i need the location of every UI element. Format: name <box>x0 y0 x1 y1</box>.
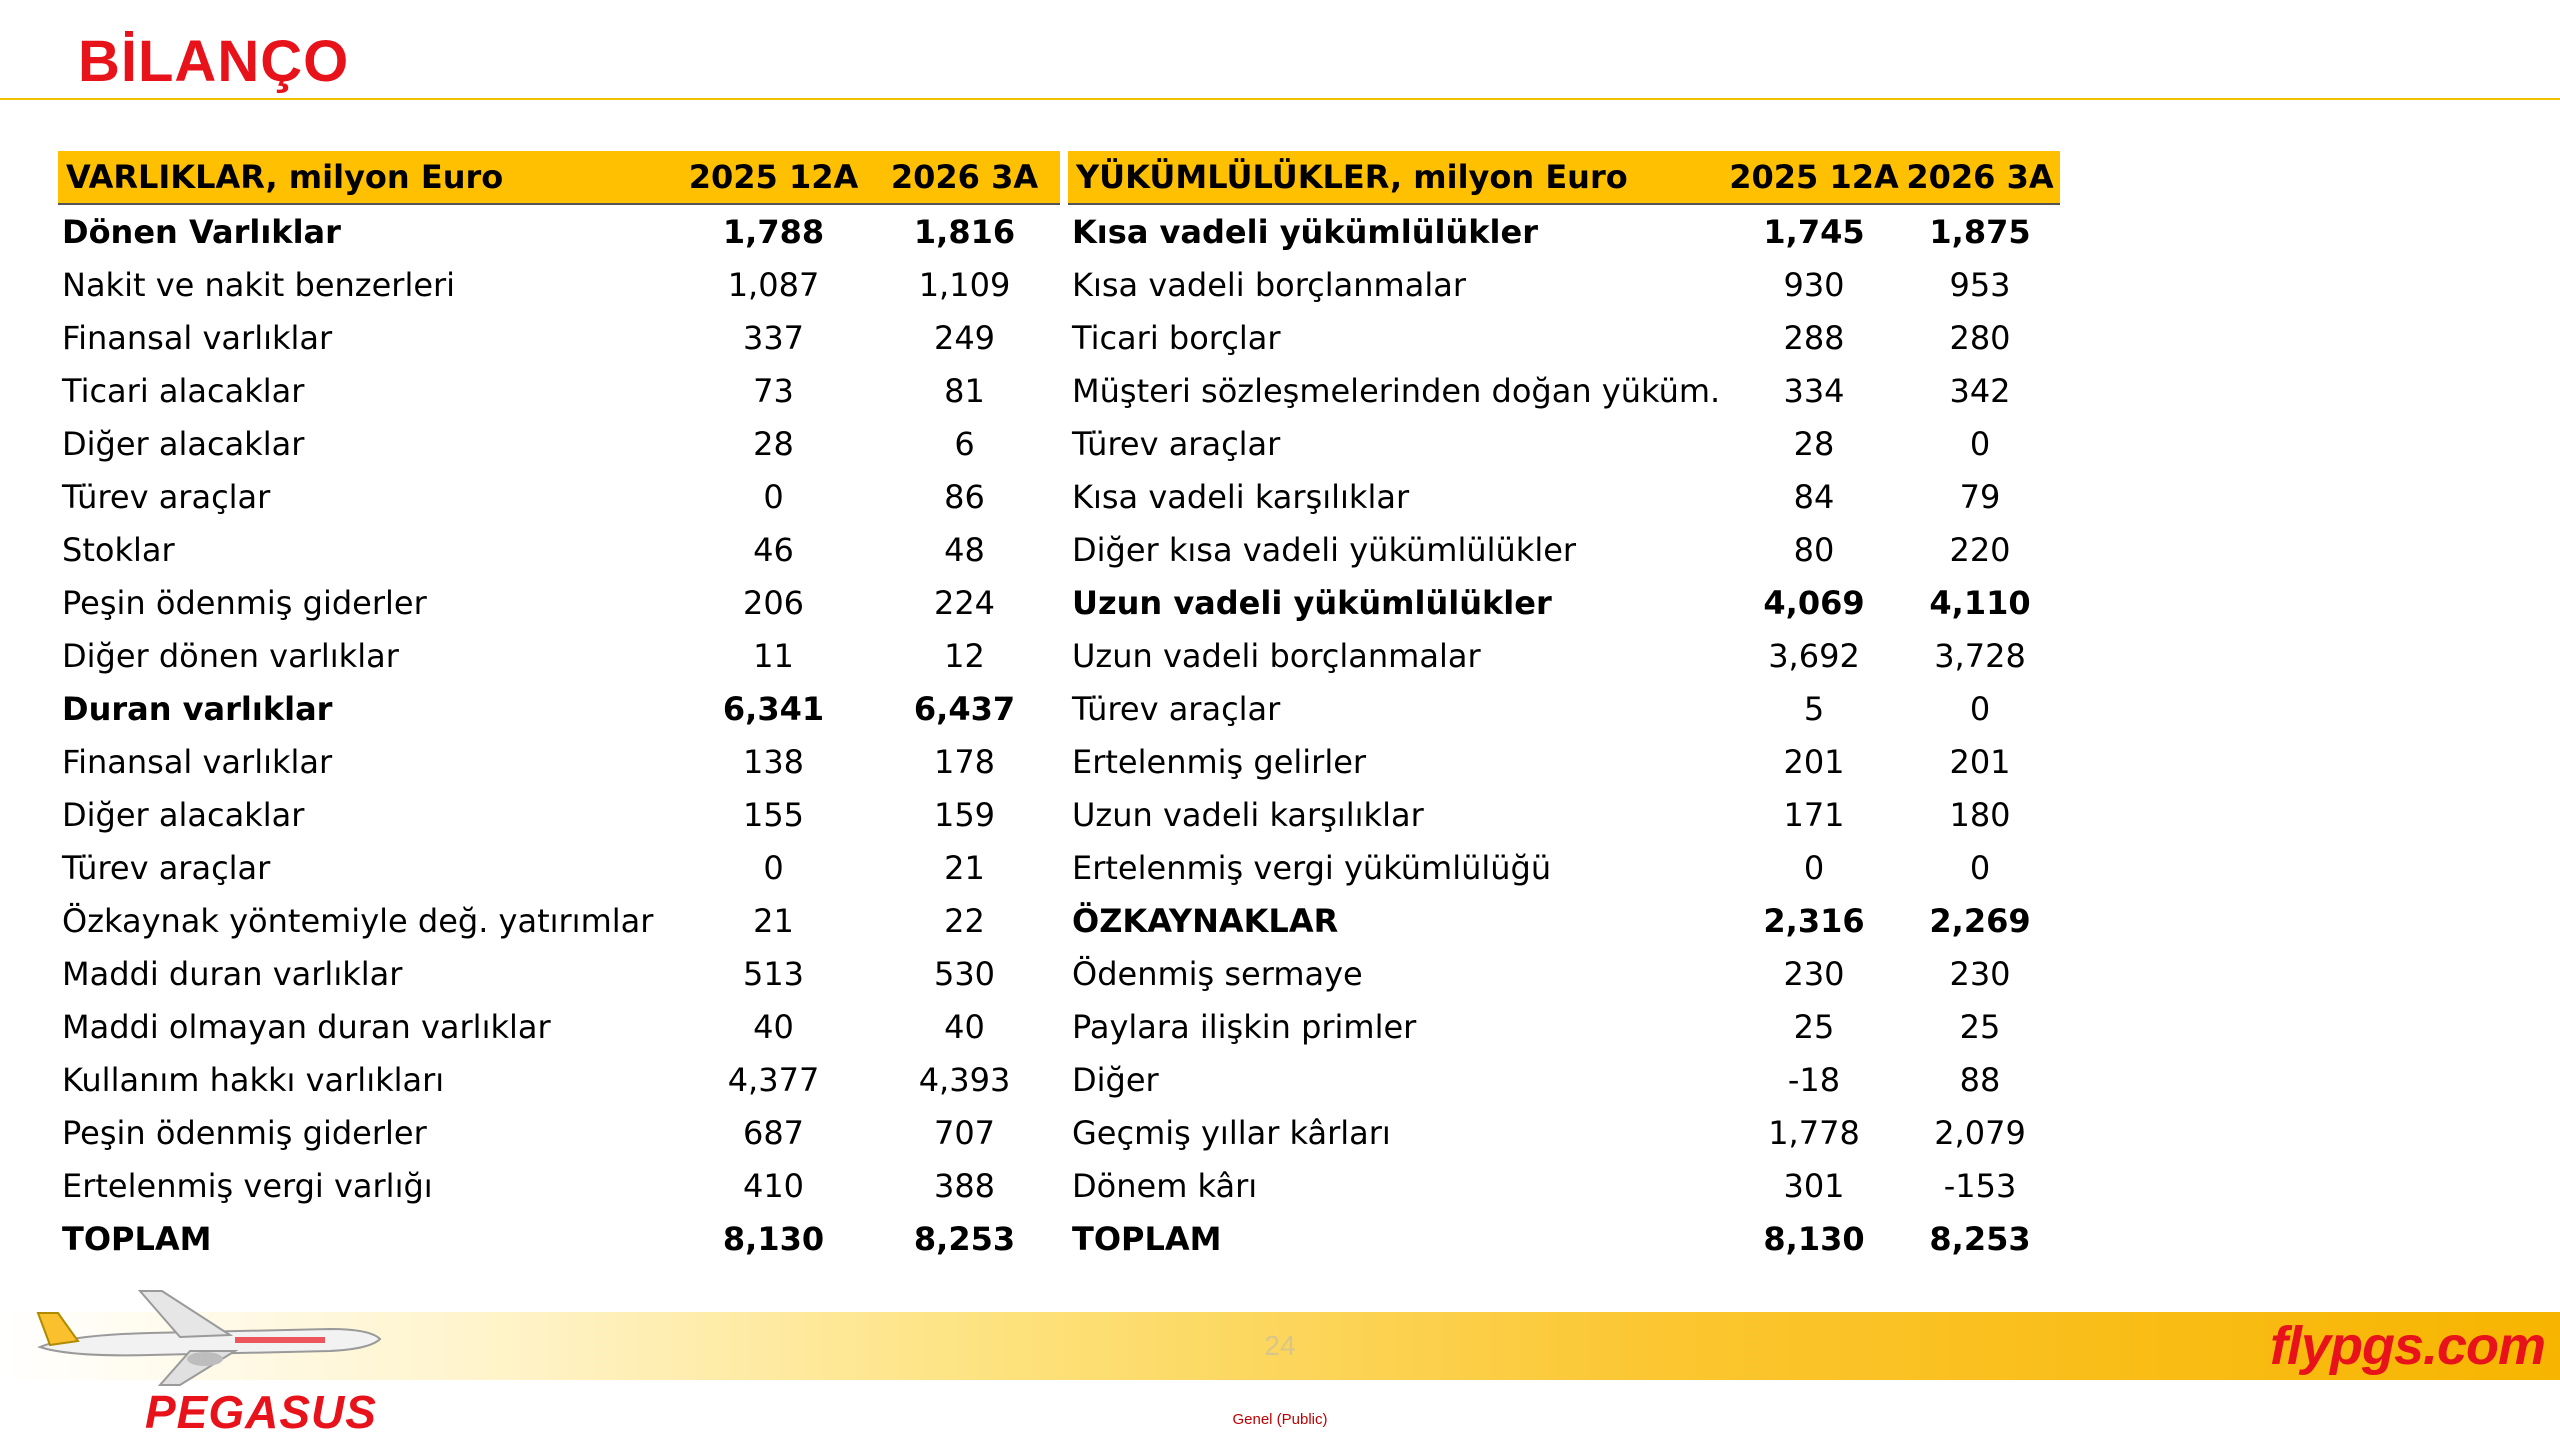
assets-row <box>58 1212 1060 1265</box>
assets-row-value-2025: 337 <box>742 318 805 357</box>
assets-row-label: Stoklar <box>62 530 175 569</box>
assets-row-value-2026: 224 <box>933 583 996 622</box>
assets-row-value-2025: 206 <box>742 583 805 622</box>
assets-row-value-2026: 6 <box>954 424 975 463</box>
liabilities-row-value-2026: 280 <box>1949 318 2011 357</box>
liabilities-row-label: Ertelenmiş vergi yükümlülüğü <box>1072 848 1552 887</box>
liabilities-row-value-2025: 8,130 <box>1763 1219 1865 1258</box>
liabilities-row-value-2025: 84 <box>1793 477 1835 516</box>
liabilities-row <box>1068 204 2060 258</box>
liabilities-row-label: Kısa vadeli karşılıklar <box>1072 477 1410 516</box>
liabilities-row <box>1068 1106 2060 1159</box>
assets-row-value-2025: 0 <box>763 477 784 516</box>
liabilities-row-value-2026: 2,079 <box>1934 1113 2026 1152</box>
liabilities-row-value-2025: 230 <box>1783 954 1845 993</box>
liabilities-row-value-2026: 1,875 <box>1929 212 2031 251</box>
liabilities-header-label: YÜKÜMLÜLÜKLER, milyon Euro <box>1068 151 1728 204</box>
assets-row-value-2025: 513 <box>742 954 805 993</box>
liabilities-row-value-2025: 5 <box>1803 689 1825 728</box>
assets-row <box>58 470 1060 523</box>
assets-row <box>58 735 1060 788</box>
liabilities-row <box>1068 523 2060 576</box>
assets-row <box>58 1106 1060 1159</box>
liabilities-header-row <box>1068 151 2060 204</box>
liabilities-row <box>1068 258 2060 311</box>
liabilities-row-value-2026: 953 <box>1949 265 2011 304</box>
assets-row-value-2026: 249 <box>933 318 996 357</box>
liabilities-row-value-2026: 2,269 <box>1929 901 2031 940</box>
liabilities-row <box>1068 1000 2060 1053</box>
assets-row-value-2025: 11 <box>753 636 794 675</box>
liabilities-row <box>1068 1212 2060 1265</box>
assets-row-value-2026: 707 <box>933 1113 996 1152</box>
assets-row-label: Maddi olmayan duran varlıklar <box>62 1007 551 1046</box>
liabilities-row-label: Kısa vadeli borçlanmalar <box>1072 265 1466 304</box>
assets-row <box>58 629 1060 682</box>
classification-label: Genel (Public) <box>1232 1411 1328 1428</box>
page-number: 24 <box>1264 1330 1296 1361</box>
liabilities-row-value-2025: 1,745 <box>1763 212 1865 251</box>
assets-row-label: Özkaynak yöntemiyle değ. yatırımlar <box>62 901 654 940</box>
assets-row-value-2026: 21 <box>944 848 985 887</box>
assets-row-label: Peşin ödenmiş giderler <box>62 583 427 622</box>
assets-row-value-2025: 410 <box>742 1166 805 1205</box>
assets-row-value-2026: 81 <box>944 371 985 410</box>
liabilities-row-label: Uzun vadeli karşılıklar <box>1072 795 1424 834</box>
liabilities-row-label: Uzun vadeli borçlanmalar <box>1072 636 1481 675</box>
assets-row <box>58 1159 1060 1212</box>
assets-row <box>58 311 1060 364</box>
liabilities-row-value-2025: 25 <box>1793 1007 1835 1046</box>
liabilities-row-label: Ödenmiş sermaye <box>1072 954 1363 993</box>
assets-row-value-2026: 22 <box>944 901 985 940</box>
liabilities-row-value-2025: 930 <box>1783 265 1845 304</box>
liabilities-row-value-2026: -153 <box>1943 1166 2017 1205</box>
assets-row-label: Kullanım hakkı varlıkları <box>62 1060 445 1099</box>
liabilities-row <box>1068 788 2060 841</box>
liabilities-row-value-2026: 88 <box>1959 1060 2001 1099</box>
liabilities-row-value-2025: 301 <box>1783 1166 1845 1205</box>
liabilities-row-value-2026: 0 <box>1969 424 1991 463</box>
assets-row-value-2025: 1,087 <box>727 265 820 304</box>
assets-row-value-2026: 530 <box>933 954 996 993</box>
assets-row <box>58 204 1060 258</box>
assets-header-col-2026: 2026 3A <box>869 151 1060 204</box>
liabilities-row <box>1068 1053 2060 1106</box>
assets-row-label: Diğer alacaklar <box>62 795 305 834</box>
assets-row <box>58 894 1060 947</box>
assets-row-value-2026: 178 <box>933 742 996 781</box>
liabilities-row-label: ÖZKAYNAKLAR <box>1072 901 1339 940</box>
liabilities-row-value-2025: 0 <box>1803 848 1825 887</box>
assets-row-value-2025: 8,130 <box>722 1219 825 1258</box>
liabilities-row-label: Müşteri sözleşmelerinden doğan yüküm. <box>1072 371 1721 410</box>
liabilities-row-value-2025: 2,316 <box>1763 901 1865 940</box>
assets-row-value-2026: 388 <box>933 1166 996 1205</box>
assets-row-value-2026: 8,253 <box>913 1219 1016 1258</box>
assets-row-label: Diğer alacaklar <box>62 424 305 463</box>
assets-row <box>58 258 1060 311</box>
page-title: BİLANÇO <box>78 29 350 94</box>
liabilities-row-value-2025: 4,069 <box>1763 583 1865 622</box>
liabilities-row-label: Kısa vadeli yükümlülükler <box>1072 212 1538 251</box>
assets-row-value-2025: 138 <box>742 742 805 781</box>
assets-row <box>58 417 1060 470</box>
assets-row-label: Finansal varlıklar <box>62 742 333 781</box>
assets-row-label: Finansal varlıklar <box>62 318 333 357</box>
liabilities-row-label: Türev araçlar <box>1072 689 1281 728</box>
assets-row-value-2025: 1,788 <box>722 212 825 251</box>
assets-row-value-2026: 1,816 <box>913 212 1016 251</box>
assets-row <box>58 364 1060 417</box>
assets-row-value-2025: 40 <box>753 1007 794 1046</box>
assets-row-value-2026: 4,393 <box>918 1060 1011 1099</box>
liabilities-row-value-2026: 180 <box>1949 795 2011 834</box>
liabilities-row <box>1068 364 2060 417</box>
liabilities-row-value-2025: 334 <box>1783 371 1845 410</box>
assets-row-value-2026: 1,109 <box>918 265 1011 304</box>
liabilities-header-col-2025: 2025 12A <box>1728 151 1900 204</box>
assets-row-value-2026: 40 <box>944 1007 985 1046</box>
liabilities-header-col-2026: 2026 3A <box>1900 151 2060 204</box>
liabilities-row <box>1068 735 2060 788</box>
assets-row-label: TOPLAM <box>62 1219 212 1258</box>
liabilities-row <box>1068 629 2060 682</box>
assets-row-value-2026: 86 <box>944 477 985 516</box>
liabilities-row-value-2026: 8,253 <box>1929 1219 2031 1258</box>
assets-row-value-2026: 6,437 <box>913 689 1016 728</box>
assets-row-value-2025: 687 <box>742 1113 805 1152</box>
assets-row-value-2025: 6,341 <box>722 689 825 728</box>
assets-header-label: VARLIKLAR, milyon Euro <box>58 151 678 204</box>
liabilities-row <box>1068 311 2060 364</box>
assets-row-value-2025: 21 <box>753 901 794 940</box>
liabilities-row-label: Diğer <box>1072 1060 1159 1099</box>
liabilities-row-value-2025: 171 <box>1783 795 1845 834</box>
liabilities-row-value-2025: -18 <box>1787 1060 1841 1099</box>
assets-header-col-2025: 2025 12A <box>678 151 869 204</box>
liabilities-row-value-2026: 79 <box>1959 477 2001 516</box>
liabilities-row-label: TOPLAM <box>1072 1219 1222 1258</box>
liabilities-row-label: Ertelenmiş gelirler <box>1072 742 1367 781</box>
liabilities-row <box>1068 470 2060 523</box>
liabilities-row <box>1068 841 2060 894</box>
assets-header-row <box>58 151 1060 204</box>
liabilities-row <box>1068 417 2060 470</box>
liabilities-row-label: Uzun vadeli yükümlülükler <box>1072 583 1552 622</box>
assets-row-value-2025: 155 <box>742 795 805 834</box>
assets-row <box>58 1000 1060 1053</box>
assets-row <box>58 788 1060 841</box>
liabilities-row-value-2026: 4,110 <box>1929 583 2031 622</box>
assets-table <box>58 151 1060 1265</box>
liabilities-row-value-2026: 230 <box>1949 954 2011 993</box>
liabilities-row-label: Geçmiş yıllar kârları <box>1072 1113 1391 1152</box>
liabilities-row <box>1068 947 2060 1000</box>
assets-row-label: Diğer dönen varlıklar <box>62 636 399 675</box>
liabilities-table <box>1068 151 2060 1265</box>
assets-row <box>58 947 1060 1000</box>
assets-row-label: Ticari alacaklar <box>62 371 305 410</box>
assets-row-label: Türev araçlar <box>62 477 271 516</box>
assets-row <box>58 841 1060 894</box>
liabilities-row-value-2025: 288 <box>1783 318 1845 357</box>
liabilities-row-label: Ticari borçlar <box>1072 318 1281 357</box>
liabilities-row-value-2026: 0 <box>1969 848 1991 887</box>
assets-row-label: Türev araçlar <box>62 848 271 887</box>
liabilities-row-value-2026: 201 <box>1949 742 2011 781</box>
brand-website: flypgs.com <box>2270 1316 2546 1376</box>
liabilities-row-value-2025: 1,778 <box>1768 1113 1860 1152</box>
liabilities-row-value-2026: 342 <box>1949 371 2011 410</box>
assets-row <box>58 523 1060 576</box>
title-divider <box>0 98 2560 100</box>
liabilities-row-label: Dönem kârı <box>1072 1166 1258 1205</box>
assets-row-value-2025: 28 <box>753 424 794 463</box>
assets-row-label: Nakit ve nakit benzerleri <box>62 265 456 304</box>
liabilities-row-label: Diğer kısa vadeli yükümlülükler <box>1072 530 1577 569</box>
assets-row-label: Peşin ödenmiş giderler <box>62 1113 427 1152</box>
assets-row-value-2026: 159 <box>933 795 996 834</box>
assets-row-label: Ertelenmiş vergi varlığı <box>62 1166 433 1205</box>
airplane-icon <box>30 1285 390 1395</box>
assets-row <box>58 682 1060 735</box>
assets-row-label: Dönen Varlıklar <box>62 212 341 251</box>
assets-row <box>58 1053 1060 1106</box>
assets-row-value-2025: 0 <box>763 848 784 887</box>
liabilities-row-label: Türev araçlar <box>1072 424 1281 463</box>
liabilities-row-value-2026: 25 <box>1959 1007 2001 1046</box>
liabilities-row-value-2026: 0 <box>1969 689 1991 728</box>
liabilities-row <box>1068 1159 2060 1212</box>
assets-row-value-2025: 46 <box>753 530 794 569</box>
liabilities-row <box>1068 682 2060 735</box>
assets-row-value-2026: 48 <box>944 530 985 569</box>
liabilities-row-value-2025: 3,692 <box>1768 636 1860 675</box>
assets-row <box>58 576 1060 629</box>
assets-row-label: Duran varlıklar <box>62 689 333 728</box>
assets-row-value-2025: 4,377 <box>727 1060 820 1099</box>
liabilities-row-value-2025: 201 <box>1783 742 1845 781</box>
pegasus-logo: PEGASUS <box>145 1386 377 1438</box>
liabilities-row-label: Paylara ilişkin primler <box>1072 1007 1417 1046</box>
liabilities-row <box>1068 894 2060 947</box>
assets-row-value-2025: 73 <box>753 371 794 410</box>
liabilities-row-value-2026: 220 <box>1949 530 2011 569</box>
liabilities-row-value-2026: 3,728 <box>1934 636 2026 675</box>
liabilities-row <box>1068 576 2060 629</box>
assets-row-label: Maddi duran varlıklar <box>62 954 403 993</box>
liabilities-row-value-2025: 28 <box>1793 424 1835 463</box>
assets-row-value-2026: 12 <box>944 636 985 675</box>
liabilities-row-value-2025: 80 <box>1793 530 1835 569</box>
